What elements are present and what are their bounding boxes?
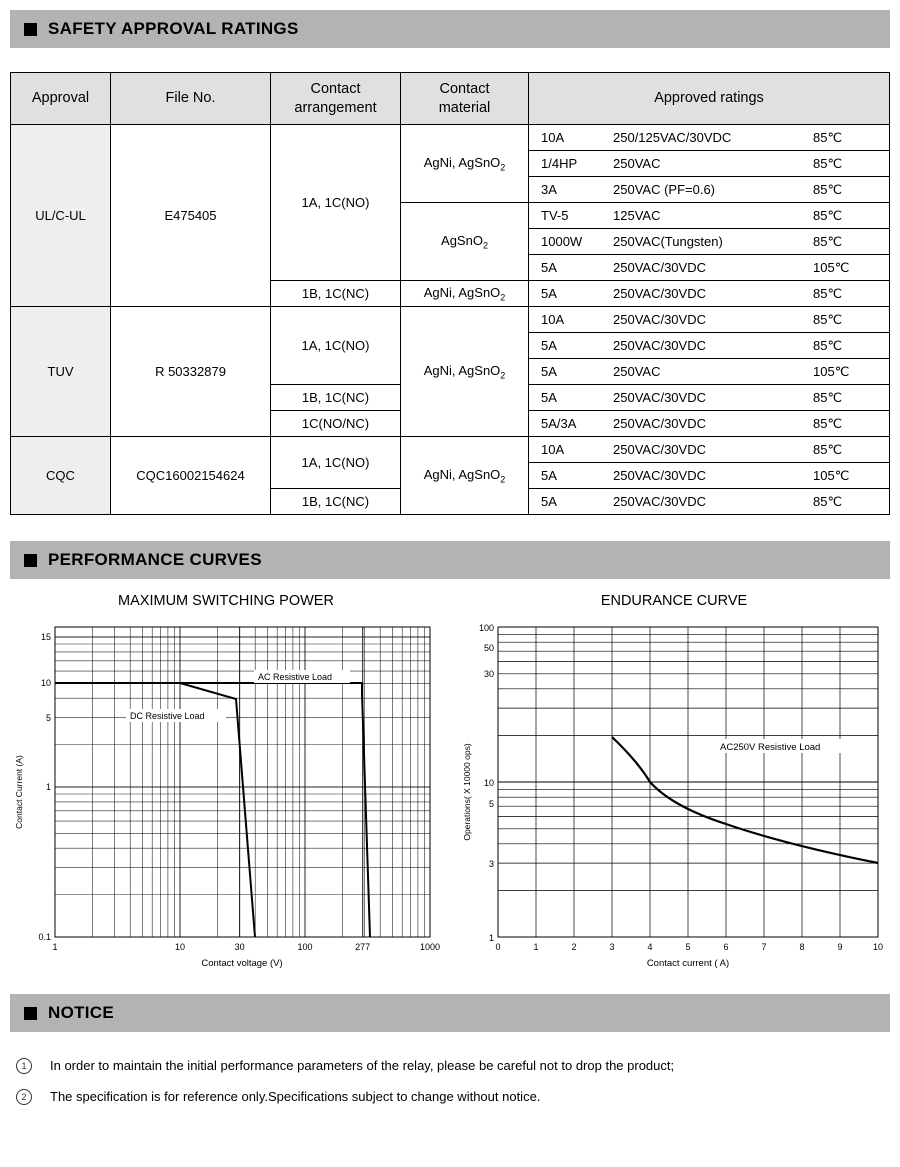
annotation-ac-resistive-load: AC Resistive Load	[258, 672, 333, 682]
svg-text:4: 4	[647, 942, 653, 952]
cell-material	[401, 281, 529, 307]
cell-arrangement: 1B, 1C(NC)	[271, 385, 401, 411]
svg-text:3: 3	[488, 859, 494, 869]
rating-temperature: 85℃	[813, 415, 843, 431]
cell-rating	[529, 437, 890, 463]
section-title-performance: PERFORMANCE CURVES	[48, 550, 262, 569]
svg-text:5: 5	[45, 713, 51, 723]
cell-rating	[529, 385, 890, 411]
svg-text:8: 8	[799, 942, 805, 952]
rating-voltage: 250VAC/30VDC	[613, 390, 706, 405]
chart-xlabel: Contact current ( A)	[646, 958, 730, 969]
svg-text:10: 10	[483, 778, 494, 788]
section-title-safety: SAFETY APPROVAL RATINGS	[48, 19, 299, 38]
cell-rating	[529, 229, 890, 255]
bullet-square-icon	[24, 1007, 37, 1020]
cell-rating	[529, 359, 890, 385]
svg-text:1000: 1000	[419, 942, 441, 952]
svg-text:277: 277	[355, 942, 371, 952]
material-main: AgNi, AgSnO	[423, 466, 501, 482]
chart-plot-area	[10, 617, 442, 982]
rating-temperature: 105℃	[813, 259, 850, 275]
rating-amp: 5A	[541, 260, 557, 275]
chart-ylabel: Operations( X 10000 ops)	[462, 743, 472, 841]
cell-file-no: CQC16002154624	[111, 437, 271, 515]
cell-rating	[529, 177, 890, 203]
svg-text:9: 9	[837, 942, 843, 952]
material-main: AgNi, AgSnO	[423, 154, 501, 170]
datasheet-page	[0, 10, 900, 1167]
rating-amp: 1000W	[541, 234, 583, 249]
bullet-square-icon	[24, 554, 37, 567]
svg-text:30: 30	[483, 669, 494, 679]
cell-file-no: E475405	[111, 125, 271, 307]
svg-text:7: 7	[761, 942, 767, 952]
cell-arrangement: 1B, 1C(NC)	[271, 281, 401, 307]
cell-rating	[529, 151, 890, 177]
svg-text:2: 2	[571, 942, 577, 952]
cell-arrangement: 1A, 1C(NO)	[271, 437, 401, 489]
svg-text:1: 1	[533, 942, 539, 952]
rating-temperature: 85℃	[813, 207, 843, 223]
rating-temperature: 105℃	[813, 363, 850, 379]
chart-xlabel: Contact voltage (V)	[201, 958, 283, 969]
chart-endurance-curve	[458, 593, 890, 982]
material-subscript: 2	[500, 474, 506, 485]
rating-temperature: 85℃	[813, 493, 843, 509]
table-body	[11, 125, 890, 515]
safety-approval-ratings-table	[10, 72, 890, 515]
cell-arrangement: 1B, 1C(NC)	[271, 489, 401, 515]
svg-text:30: 30	[234, 942, 245, 952]
rating-voltage: 250VAC/30VDC	[613, 260, 706, 275]
annotation-ac250v-resistive-load: AC250V Resistive Load	[720, 742, 821, 753]
section-title-notice: NOTICE	[48, 1003, 115, 1022]
svg-text:6: 6	[723, 942, 729, 952]
material-subscript: 2	[500, 162, 506, 173]
rating-amp: 10A	[541, 130, 565, 145]
rating-voltage: 250VAC/30VDC	[613, 338, 706, 353]
table-row	[11, 125, 890, 151]
cell-material	[401, 307, 529, 437]
endurance-curve-svg	[458, 617, 890, 977]
rating-voltage: 250VAC/30VDC	[613, 442, 706, 457]
notice-text: In order to maintain the initial performance parameters of the relay, please be careful not to drop the product;	[50, 1058, 675, 1073]
svg-text:1: 1	[488, 933, 494, 943]
rating-amp: 3A	[541, 182, 557, 197]
material-subscript: 2	[500, 292, 506, 303]
cell-rating	[529, 307, 890, 333]
rating-voltage: 250VAC/30VDC	[613, 312, 706, 327]
rating-temperature: 85℃	[813, 441, 843, 457]
cell-arrangement: 1A, 1C(NO)	[271, 125, 401, 281]
rating-temperature: 105℃	[813, 467, 850, 483]
rating-amp: 1/4HP	[541, 156, 578, 171]
rating-amp: 5A	[541, 338, 557, 353]
section-header-performance	[10, 541, 890, 579]
col-approved-ratings: Approved ratings	[529, 73, 890, 125]
performance-curves	[10, 593, 890, 982]
cell-rating	[529, 463, 890, 489]
cell-approval: TUV	[11, 307, 111, 437]
bullet-square-icon	[24, 23, 37, 36]
cell-rating	[529, 489, 890, 515]
rating-amp: 5A	[541, 468, 557, 483]
cell-material	[401, 437, 529, 515]
list-item	[10, 1089, 890, 1106]
rating-voltage: 250VAC	[613, 156, 661, 171]
rating-voltage: 250VAC(Tungsten)	[613, 234, 723, 249]
svg-text:3: 3	[609, 942, 615, 952]
ratings-table-wrapper	[10, 72, 890, 515]
table-row	[11, 307, 890, 333]
cell-rating	[529, 255, 890, 281]
material-main: AgNi, AgSnO	[423, 284, 501, 300]
svg-text:5: 5	[685, 942, 691, 952]
svg-text:0.1: 0.1	[38, 932, 51, 942]
material-subscript: 2	[482, 240, 488, 251]
svg-text:100: 100	[297, 942, 313, 952]
material-main: AgSnO	[441, 232, 483, 248]
notice-list	[10, 1058, 890, 1106]
rating-voltage: 250VAC (PF=0.6)	[613, 182, 716, 197]
rating-temperature: 85℃	[813, 181, 843, 197]
rating-voltage: 250/125VAC/30VDC	[613, 130, 732, 145]
svg-text:0: 0	[495, 942, 501, 952]
rating-temperature: 85℃	[813, 311, 843, 327]
col-file-no: File No.	[111, 73, 271, 125]
notice-number: 1	[16, 1058, 32, 1074]
rating-amp: 5A	[541, 494, 557, 509]
rating-voltage: 125VAC	[613, 208, 661, 223]
col-contact-material: Contact material	[401, 73, 529, 125]
svg-text:10: 10	[40, 678, 51, 688]
rating-temperature: 85℃	[813, 155, 843, 171]
chart-ylabel: Contact Current (A)	[14, 755, 24, 829]
rating-amp: 5A/3A	[541, 416, 577, 431]
chart-title: MAXIMUM SWITCHING POWER	[118, 593, 334, 609]
section-header-notice	[10, 994, 890, 1032]
cell-approval: CQC	[11, 437, 111, 515]
chart-maximum-switching-power	[10, 593, 442, 982]
rating-temperature: 85℃	[813, 389, 843, 405]
cell-material	[401, 203, 529, 281]
cell-rating	[529, 125, 890, 151]
rating-amp: 10A	[541, 442, 565, 457]
section-header-safety	[10, 10, 890, 48]
annotation-dc-resistive-load: DC Resistive Load	[130, 711, 205, 721]
rating-amp: 5A	[541, 390, 557, 405]
svg-text:5: 5	[488, 799, 494, 809]
material-subscript: 2	[500, 370, 506, 381]
col-approval: Approval	[11, 73, 111, 125]
rating-voltage: 250VAC/30VDC	[613, 494, 706, 509]
svg-text:10: 10	[174, 942, 186, 952]
cell-rating	[529, 281, 890, 307]
svg-text:1: 1	[52, 942, 58, 952]
svg-text:1: 1	[45, 782, 51, 792]
cell-rating	[529, 411, 890, 437]
svg-text:10: 10	[872, 942, 884, 952]
switching-power-svg	[10, 617, 442, 977]
cell-file-no: R 50332879	[111, 307, 271, 437]
rating-voltage: 250VAC	[613, 364, 661, 379]
rating-amp: TV-5	[541, 208, 569, 223]
cell-approval: UL/C-UL	[11, 125, 111, 307]
material-main: AgNi, AgSnO	[423, 362, 501, 378]
svg-text:15: 15	[40, 632, 51, 642]
svg-text:100: 100	[478, 623, 494, 633]
svg-text:50: 50	[483, 643, 494, 653]
table-header-row	[11, 73, 890, 125]
table-row	[11, 437, 890, 463]
cell-rating	[529, 203, 890, 229]
cell-rating	[529, 333, 890, 359]
chart-plot-area	[458, 617, 890, 982]
rating-amp: 5A	[541, 364, 557, 379]
notice-text: The specification is for reference only.Specifications subject to change without notice.	[50, 1088, 541, 1104]
table-header	[11, 73, 890, 125]
notice-number: 2	[16, 1089, 32, 1105]
rating-voltage: 250VAC/30VDC	[613, 468, 706, 483]
rating-temperature: 85℃	[813, 285, 843, 301]
cell-arrangement: 1C(NO/NC)	[271, 411, 401, 437]
rating-temperature: 85℃	[813, 129, 843, 145]
rating-temperature: 85℃	[813, 337, 843, 353]
rating-amp: 10A	[541, 312, 565, 327]
rating-voltage: 250VAC/30VDC	[613, 416, 706, 431]
cell-material	[401, 125, 529, 203]
cell-arrangement: 1A, 1C(NO)	[271, 307, 401, 385]
rating-voltage: 250VAC/30VDC	[613, 286, 706, 301]
chart-title: ENDURANCE CURVE	[600, 593, 748, 609]
rating-temperature: 85℃	[813, 233, 843, 249]
rating-amp: 5A	[541, 286, 557, 301]
col-contact-arrangement: Contact arrangement	[271, 73, 401, 125]
list-item	[10, 1058, 890, 1075]
